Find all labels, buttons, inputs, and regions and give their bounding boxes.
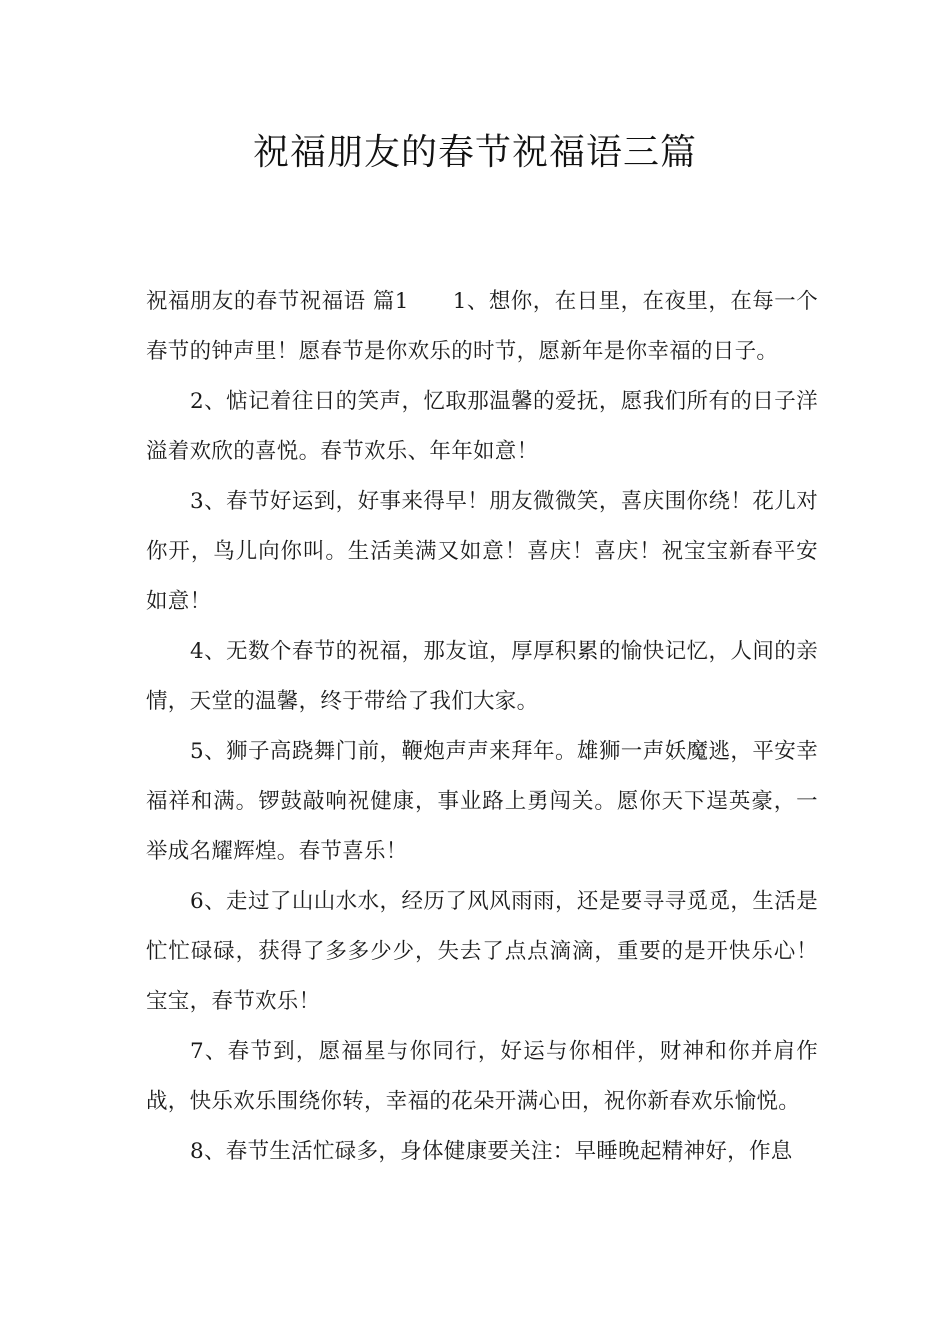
paragraph-4: 4、无数个春节的祝福，那友谊，厚厚积累的愉快记忆，人间的亲情，天堂的温馨，终于带给了我们大家。 [146,639,818,714]
paragraph-3: 3、春节好运到，好事来得早！朋友微微笑，喜庆围你绕！花儿对你开，鸟儿向你叫。生活美满又如意！喜庆！喜庆！祝宝宝新春平安如意！ [146,489,818,614]
paragraph-5: 5、狮子高跷舞门前，鞭炮声声来拜年。雄狮一声妖魔逃，平安幸福祥和满。锣鼓敲响祝健康，事业路上勇闯关。愿你天下逞英豪，一举成名耀辉煌。春节喜乐！ [146,739,818,864]
paragraph-7: 7、春节到，愿福星与你同行，好运与你相伴，财神和你并肩作战，快乐欢乐围绕你转，幸福的花朵开满心田，祝你新春欢乐愉悦。 [146,1039,818,1114]
section-label: 祝福朋友的春节祝福语 篇1 [146,289,409,314]
paragraph-8: 8、春节生活忙碌多，身体健康要关注：早睡晚起精神好，作息 [190,1139,793,1164]
paragraph-1 [146,277,818,377]
document-title: 祝福朋友的春节祝福语三篇 [252,132,697,173]
paragraph-text: 1、想你，在日里，在夜里，在每一个春节的钟声里！愿春节是你欢乐的时节，愿新年是你幸福的日子。 [146,289,819,364]
paragraph-2: 2、惦记着往日的笑声，忆取那温馨的爱抚，愿我们所有的日子洋溢着欢欣的喜悦。春节欢乐、年年如意！ [146,389,818,464]
paragraph-6: 6、走过了山山水水，经历了风风雨雨，还是要寻寻觅觅，生活是忙忙碌碌，获得了多多少少，失去了点点滴滴，重要的是开快乐心！宝宝，春节欢乐！ [146,889,818,1014]
document-body [146,277,818,1177]
